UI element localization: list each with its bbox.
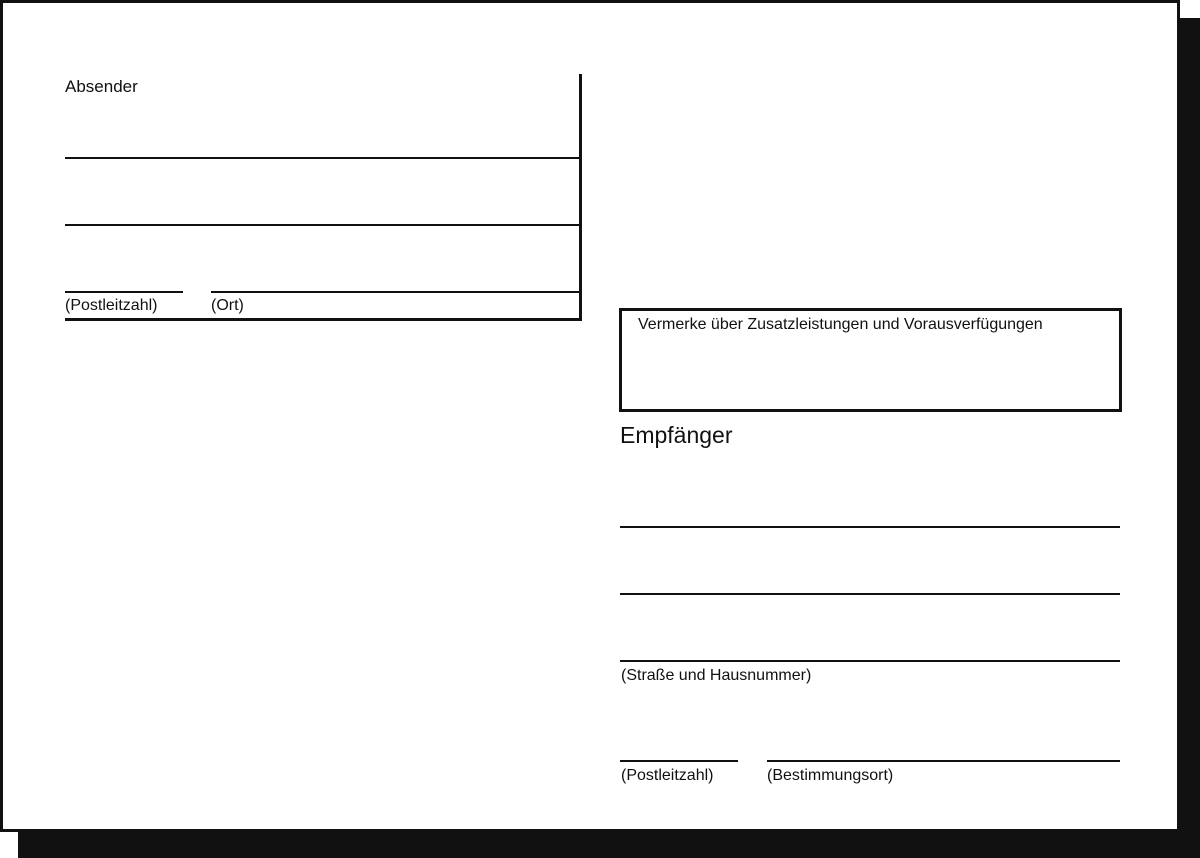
- notes-box[interactable]: [619, 308, 1122, 412]
- recipient-line-2[interactable]: [620, 593, 1120, 595]
- sender-line-1[interactable]: [65, 157, 580, 159]
- sender-city-line[interactable]: [211, 291, 580, 293]
- sender-postal-code-label: (Postleitzahl): [65, 297, 158, 314]
- recipient-title: Empfänger: [620, 422, 733, 448]
- recipient-postal-code-label: (Postleitzahl): [621, 767, 714, 784]
- recipient-street-label: (Straße und Hausnummer): [621, 667, 812, 684]
- recipient-postal-code-line[interactable]: [620, 760, 738, 762]
- recipient-destination-label: (Bestimmungsort): [767, 767, 894, 784]
- sender-bottom-border: [65, 318, 582, 321]
- recipient-line-1[interactable]: [620, 526, 1120, 528]
- recipient-destination-line[interactable]: [767, 760, 1120, 762]
- sender-city-label: (Ort): [211, 297, 244, 314]
- notes-box-title: Vermerke über Zusatzleistungen und Vorausverfügungen: [638, 316, 1043, 333]
- sender-postal-code-line[interactable]: [65, 291, 183, 293]
- sender-title: Absender: [65, 77, 138, 96]
- recipient-street-line[interactable]: [620, 660, 1120, 662]
- sender-right-border: [579, 74, 582, 321]
- sender-line-2[interactable]: [65, 224, 580, 226]
